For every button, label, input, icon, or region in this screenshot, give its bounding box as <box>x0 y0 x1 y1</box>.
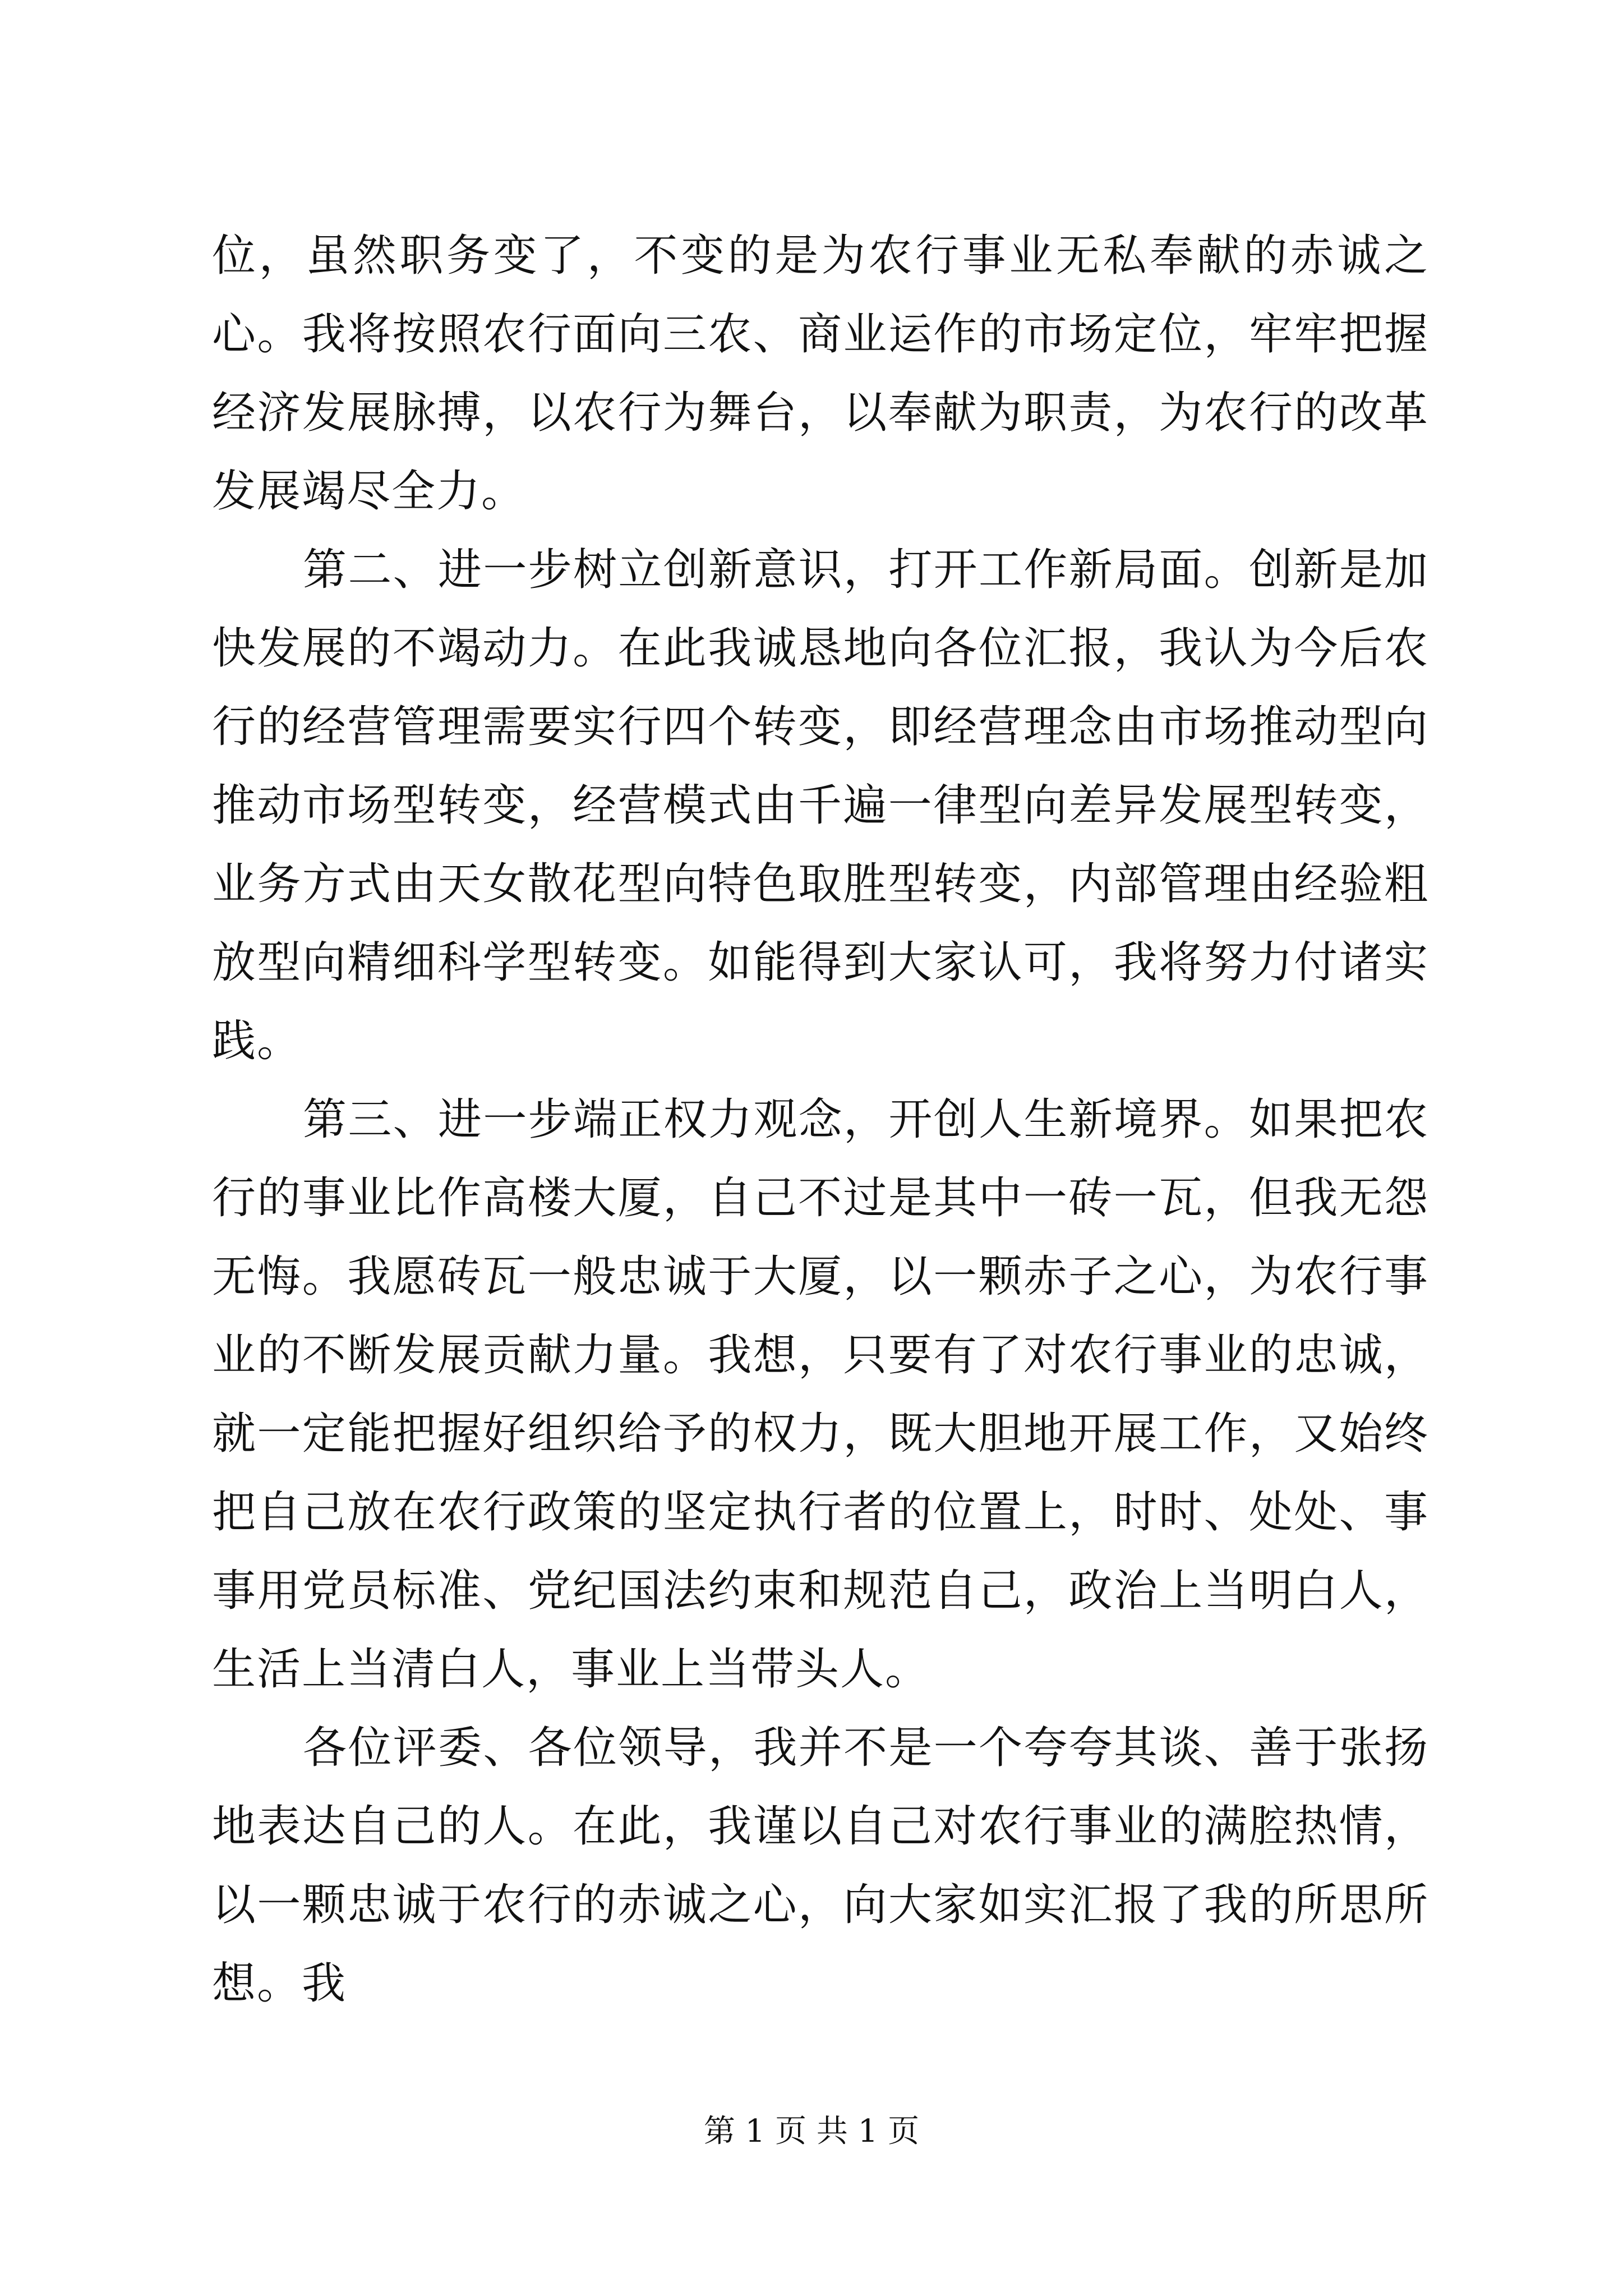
paragraph-1: 位，虽然职务变了，不变的是为农行事业无私奉献的赤诚之心。我将按照农行面向三农、商业运作的市场定位，牢牢把握经济发展脉搏，以农行为舞台，以奉献为职责，为农行的改革发展竭尽全力。 <box>212 231 1429 517</box>
paragraph-2: 第二、进一步树立创新意识，打开工作新局面。创新是加快发展的不竭动力。在此我诚恳地向各位汇报，我认为今后农行的经营管理需要实行四个转变，即经营理念由市场推动型向推动市场型转变，经营模式由千遍一律型向差异发展型转变，业务方式由天女散花型向特色取胜型转变，内部管理由经验粗放型向精细科学型转变。如能得到大家认可，我将努力付诸实践。 <box>212 545 1429 1066</box>
paragraph-3: 第三、进一步端正权力观念，开创人生新境界。如果把农行的事业比作高楼大厦，自己不过是其中一砖一瓦，但我无怨无悔。我愿砖瓦一般忠诚于大厦，以一颗赤子之心，为农行事业的不断发展贡献力量。我想，只要有了对农行事业的忠诚，就一定能把握好组织给予的权力，既大胆地开展工作，又始终把自己放在农行政策的坚定执行者的位置上，时时、处处、事事用党员标准、党纪国法约束和规范自己，政治上当明白人，生活上当清白人，事业上当带头人。 <box>212 1094 1429 1695</box>
document-body <box>212 217 1429 2023</box>
page-footer: 第 1 页 共 1 页 <box>703 2113 920 2150</box>
paragraph-4: 各位评委、各位领导，我并不是一个夸夸其谈、善于张扬地表达自己的人。在此，我谨以自己对农行事业的满腔热情，以一颗忠诚于农行的赤诚之心，向大家如实汇报了我的所思所想。我 <box>212 1723 1429 2009</box>
